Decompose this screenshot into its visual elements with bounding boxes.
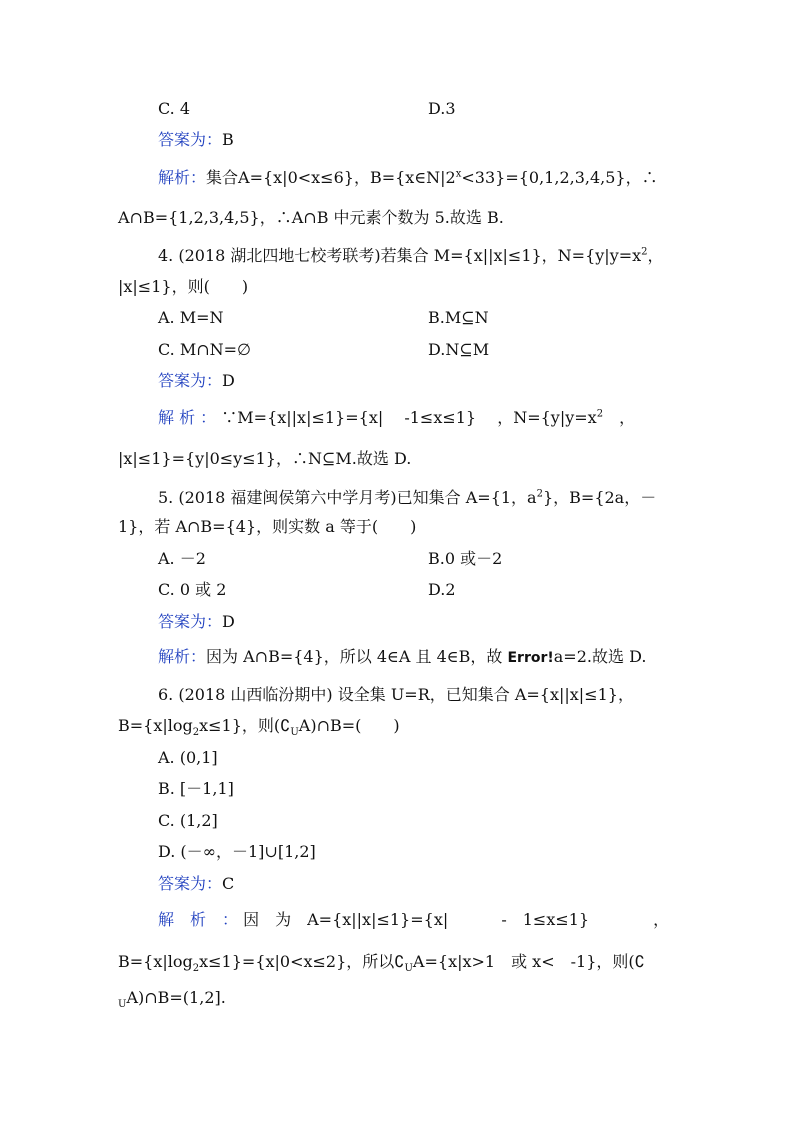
answer-value: C xyxy=(222,874,235,893)
q5-option-c: C. 0 或 2 xyxy=(158,580,227,599)
answer-value: B xyxy=(222,130,234,149)
stem-text: ， xyxy=(647,246,664,265)
q4-option-d: D.N⊆M xyxy=(428,340,490,359)
q3-option-d: D.3 xyxy=(428,99,456,118)
q6-stem-line2 xyxy=(118,715,400,737)
analysis-text: A)∩B=(1,2]. xyxy=(126,988,226,1007)
q4-option-c: C. M∩N=∅ xyxy=(158,340,251,359)
analysis-text: 因为 A∩B={4}，所以 4∈A 且 4∈B，故 xyxy=(206,647,508,666)
q6-analysis-line1 xyxy=(158,909,669,931)
q4-stem-line2: |x|≤1}，则( ) xyxy=(118,277,249,296)
q5-stem-line2: 1}，若 A∩B={4}，则实数 a 等于( ) xyxy=(118,517,417,536)
q6-analysis-line3 xyxy=(118,987,226,1009)
q5-answer xyxy=(158,611,235,633)
q6-option-d: D. (－∞，－1]∪[1,2] xyxy=(158,842,316,861)
analysis-label: 解析： xyxy=(158,647,207,666)
stem-text: }，B={2a，－ xyxy=(542,488,657,507)
q3-option-c: C. 4 xyxy=(158,99,191,118)
answer-label: 答案为： xyxy=(158,371,223,390)
q4-option-b: B.M⊆N xyxy=(428,308,489,327)
q6-answer xyxy=(158,873,234,895)
q3-answer xyxy=(158,129,234,151)
q6-option-a: A. (0,1] xyxy=(158,748,218,767)
q5-stem-line1 xyxy=(158,487,656,509)
q4-analysis-line2: |x|≤1}={y|0≤y≤1}，∴N⊆M.故选 D. xyxy=(118,449,412,468)
subscript: U xyxy=(118,999,127,1011)
answer-value: D xyxy=(222,612,235,631)
subscript: 2 xyxy=(192,963,200,975)
answer-label: 答案为： xyxy=(158,130,223,149)
q3-analysis-line2: A∩B={1,2,3,4,5}，∴A∩B 中元素个数为 5.故选 B. xyxy=(118,208,504,227)
stem-text: A)∩B=( ) xyxy=(298,716,400,735)
q5-option-d: D.2 xyxy=(428,580,456,599)
subscript: U xyxy=(404,963,413,975)
stem-text: 4. (2018 湖北四地七校考联考)若集合 M={x||x|≤1}，N={y|y=x xyxy=(158,246,642,265)
analysis-label: 解析： xyxy=(158,168,207,187)
q4-option-a: A. M=N xyxy=(158,308,224,327)
analysis-text: B={x|log xyxy=(118,952,193,971)
answer-label: 答案为： xyxy=(158,612,223,631)
analysis-label: 解 析 ： xyxy=(158,408,217,427)
analysis-text: ∵M={x||x|≤1}={x| -1≤x≤1} ，N={y|y=x xyxy=(221,408,597,427)
superscript: 2 xyxy=(536,488,543,500)
answer-value: D xyxy=(222,371,235,390)
analysis-text: x≤1}={x|0<x≤2}，所以∁ xyxy=(199,952,405,971)
answer-label: 答案为： xyxy=(158,874,223,893)
stem-text: 5. (2018 福建闽侯第六中学月考)已知集合 A={1，a xyxy=(158,488,537,507)
analysis-text: a=2.故选 D. xyxy=(553,647,647,666)
subscript: 2 xyxy=(192,727,200,739)
superscript: 2 xyxy=(596,408,604,420)
subscript: U xyxy=(290,727,299,739)
q4-stem-line1 xyxy=(158,245,664,267)
q3-analysis-line1 xyxy=(158,167,658,189)
q5-analysis-line1 xyxy=(158,646,646,669)
analysis-text: <33}={0,1,2,3,4,5}，∴ xyxy=(461,168,658,187)
q6-stem-line1: 6. (2018 山西临汾期中) 设全集 U=R，已知集合 A={x||x|≤1}， xyxy=(158,685,634,704)
stem-text: B={x|log xyxy=(118,716,193,735)
error-field-text: Error! xyxy=(507,650,554,666)
analysis-text: 因 为 A={x||x|≤1}={x| - 1≤x≤1} ， xyxy=(243,910,670,929)
stem-text: x≤1}，则(∁ xyxy=(199,716,291,735)
q4-answer xyxy=(158,370,235,392)
analysis-text: ， xyxy=(603,408,636,427)
superscript: x xyxy=(455,168,462,180)
q6-option-b: B. [－1,1] xyxy=(158,779,234,798)
q5-option-a: A. －2 xyxy=(158,549,206,568)
q6-option-c: C. (1,2] xyxy=(158,811,218,830)
q4-analysis-line1 xyxy=(158,407,635,429)
q5-option-b: B.0 或－2 xyxy=(428,549,503,568)
analysis-text: 集合A={x|0<x≤6}，B={x∈N|2 xyxy=(206,168,456,187)
q6-analysis-line2 xyxy=(118,951,645,973)
analysis-text: A={x|x>1 或 x< -1}，则(∁ xyxy=(412,952,645,971)
analysis-label: 解 析 ： xyxy=(158,910,239,929)
superscript: 2 xyxy=(641,246,648,258)
